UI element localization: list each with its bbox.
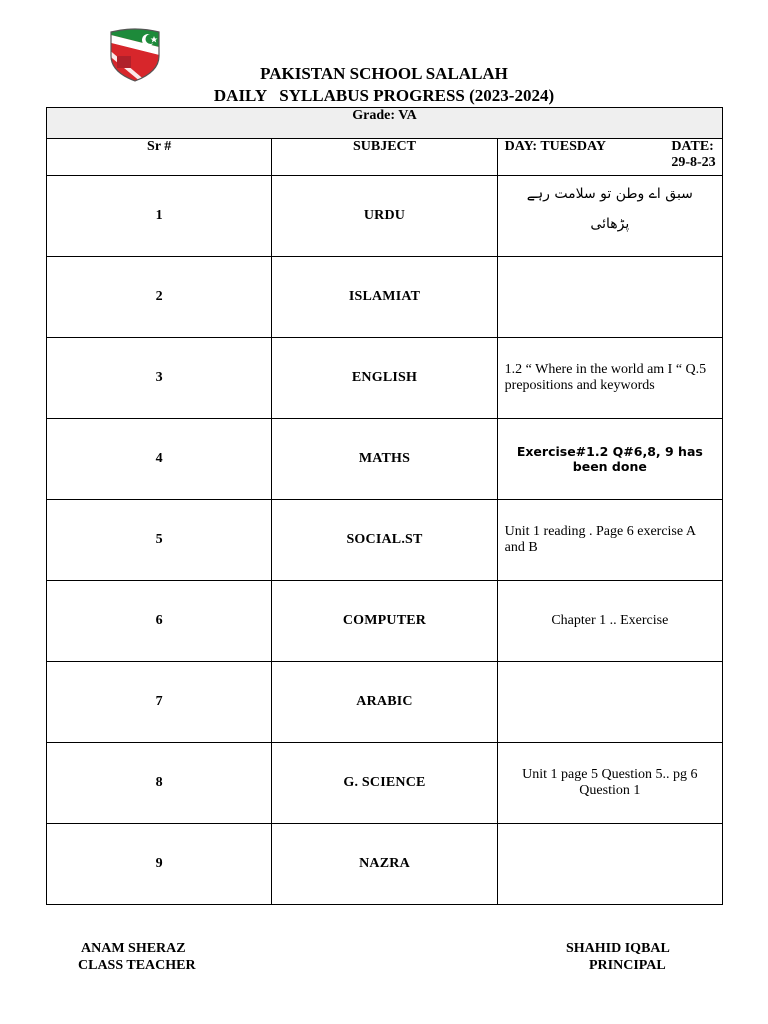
- table-row: [47, 500, 723, 581]
- row-work: [497, 176, 722, 257]
- table-row: [47, 338, 723, 419]
- row-subject: ENGLISH: [272, 338, 497, 419]
- report-title: DAILY SYLLABUS PROGRESS (2023-2024): [213, 86, 555, 105]
- row-work: 1.2 “ Where in the world am I “ Q.5 prepositions and keywords: [497, 338, 722, 419]
- row-number: 6: [47, 581, 272, 662]
- row-subject: COMPUTER: [272, 581, 497, 662]
- header-row: [47, 139, 723, 176]
- row-subject: MATHS: [272, 419, 497, 500]
- row-number: 3: [47, 338, 272, 419]
- table-row: [47, 662, 723, 743]
- row-number: 5: [47, 500, 272, 581]
- row-subject: ARABIC: [272, 662, 497, 743]
- row-subject: SOCIAL.ST: [272, 500, 497, 581]
- row-number: 9: [47, 824, 272, 905]
- row-work: Unit 1 reading . Page 6 exercise A and B: [497, 500, 722, 581]
- row-work: Unit 1 page 5 Question 5.. pg 6 Question 1: [497, 743, 722, 824]
- row-subject: URDU: [272, 176, 497, 257]
- subject-header: SUBJECT: [272, 139, 497, 176]
- teacher-role: CLASS TEACHER: [78, 958, 196, 973]
- row-work: [497, 824, 722, 905]
- row-work: Exercise#1.2 Q#6,8, 9 has been done: [497, 419, 722, 500]
- school-name: PAKISTAN SCHOOL SALALAH: [260, 64, 508, 83]
- grade-row: [47, 108, 723, 139]
- teacher-name: ANAM SHERAZ: [81, 941, 186, 956]
- row-number: 7: [47, 662, 272, 743]
- sr-header: Sr #: [47, 139, 272, 176]
- row-subject: ISLAMIAT: [272, 257, 497, 338]
- row-number: 8: [47, 743, 272, 824]
- urdu-work-line2: پڑھائی: [590, 216, 630, 232]
- grade-label: Grade: VA: [47, 108, 723, 139]
- row-subject: G. SCIENCE: [272, 743, 497, 824]
- day-date-header: [497, 139, 722, 176]
- row-number: 1: [47, 176, 272, 257]
- principal-role: PRINCIPAL: [589, 958, 666, 973]
- row-work: [497, 662, 722, 743]
- row-work: Chapter 1 .. Exercise: [497, 581, 722, 662]
- table-row: [47, 824, 723, 905]
- row-number: 4: [47, 419, 272, 500]
- teacher-signature-block: [78, 940, 196, 974]
- row-number: 2: [47, 257, 272, 338]
- row-subject: NAZRA: [272, 824, 497, 905]
- principal-signature-block: [566, 940, 670, 974]
- table-row: [47, 743, 723, 824]
- table-row: [47, 581, 723, 662]
- date-label: DATE: 29-8-23: [671, 139, 716, 170]
- table-row: [47, 419, 723, 500]
- row-work: [497, 257, 722, 338]
- day-label: DAY: TUESDAY: [504, 139, 606, 154]
- principal-name: SHAHID IQBAL: [566, 941, 670, 956]
- urdu-work-line1: سبق اے وطن تو سلامت رہے: [526, 186, 693, 202]
- table-row: [47, 176, 723, 257]
- syllabus-table: [46, 107, 723, 905]
- table-row: [47, 257, 723, 338]
